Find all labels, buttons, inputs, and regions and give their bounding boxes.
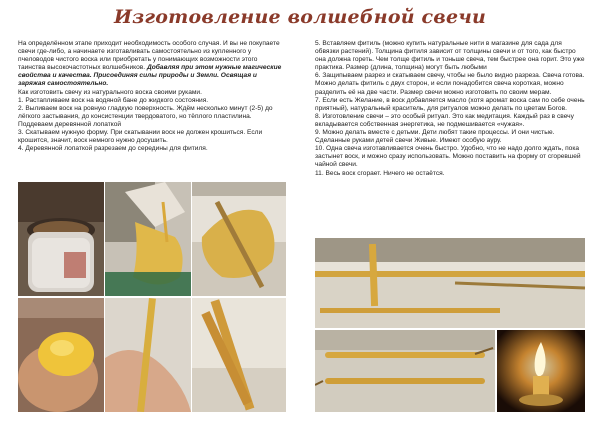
photo-candle-with-wick bbox=[192, 298, 286, 412]
step-4: 4. Деревянной лопаткой разрезаем до середины для фитиля. bbox=[18, 145, 208, 153]
step-9: 9. Можно делать вместе с детьми. Дети любят такие процессы. И они чистые. Сделанные руками детей свечи Живые. Имеют особую ауру. bbox=[315, 129, 555, 145]
step-8: 8. Изготовление свечи – это особый ритуал. Это как медитация. Каждый раз в свечу вкладывается собственная энергетика, не подмешивается «чужая». bbox=[315, 112, 574, 128]
photo-burning-candle bbox=[497, 330, 585, 412]
photo-pouring-wax bbox=[105, 182, 191, 296]
step-6: 6. Защипываем разрез и скатываем свечу, чтобы не было видно разреза. Свеча готова. Можно делать фитиль с двух сторон, и если понадобится свеча короткая, можно разделить её на две части. Размер свечи можно изготовить по своим мерам. bbox=[315, 72, 585, 96]
intro-text: На определённом этапе приходит необходимость особого случая. И вы не покупаете свечи где-либо, а начинаете изготавливать самостоятельно из купленного у пчеловодов чистого воска или приобретать у понимающих возможности этого таинства высокочастотных волшебников. bbox=[18, 40, 280, 72]
step-10: 10. Одна свеча изготавливается очень быстро. Удобно, что не надо долго ждать, пока застынет воск, и можно сразу использовать. Можно поставить на форму от сгоревшей чайной свечи. bbox=[315, 145, 581, 169]
page-title: Изготовление волшебной свечи bbox=[113, 6, 487, 28]
step-7: 7. Если есть Желание, в воск добавляется масло (хотя аромат воска сам по себе очень приятный), натуральный краситель, для ритуалов можно делать по цветам Богов. bbox=[315, 96, 585, 112]
left-column-text bbox=[18, 40, 286, 153]
step-11: 11. Весь воск сгорает. Ничего не остаётся. bbox=[315, 169, 445, 177]
intro-emphasis: Добавляя при этом нужные магические свойства и качества. Присоединяя силы природы и Земли. Освящая и заряжая самостоятельно. bbox=[18, 64, 282, 88]
photo-rolling-candle-hand bbox=[105, 298, 191, 412]
step-3: 3. Скатываем нужную форму. При скатывании воск не должен крошиться. Если крошится, значит, воск немного нужно досушить. bbox=[18, 129, 263, 145]
step-5: 5. Вставляем фитиль (можно купить натуральные нити в магазине для сада для обвязки растений). Толщина фитиля зависит от толщины свечи и от того, как быстро она должна гореть. Чем толще фитиль и тоньше свеча, тем быстрее она горит. Это уже практика. Размер (длина, толщина) могут быть любыми bbox=[315, 40, 585, 72]
right-column-text bbox=[315, 40, 585, 178]
photo-candles-on-table bbox=[315, 238, 585, 328]
step-1: 1. Растапливаем воск на водяной бане до жидкого состояния. bbox=[18, 96, 209, 104]
photo-melting-wax-pot bbox=[18, 182, 104, 296]
photo-wax-on-surface bbox=[192, 182, 286, 296]
photo-finished-candles bbox=[315, 330, 495, 412]
how-to-heading: Как изготовить свечу из натурального воска своими руками. bbox=[18, 88, 202, 96]
photo-wax-ball-in-hand bbox=[18, 298, 104, 412]
step-2: 2. Выливаем воск на ровную гладкую поверхность. Ждём несколько минут (2-5) до лёгкого застывания, до консистенции твердоватого, но тёплого пластилина. Поддеваем деревянной лопаткой bbox=[18, 104, 273, 128]
